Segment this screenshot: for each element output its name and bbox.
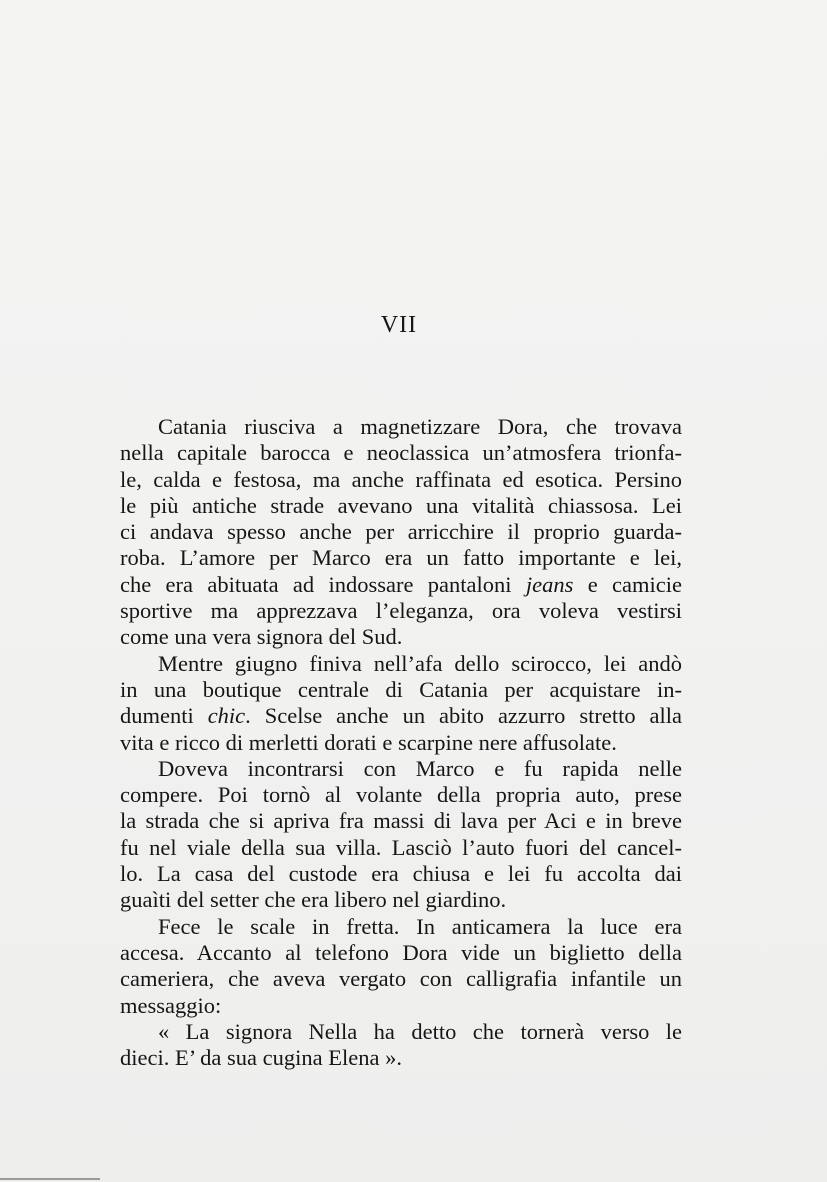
text-line: accesa. Accanto al telefono Dora vide un biglietto della [120,939,682,965]
text-line: la strada che si apriva fra massi di lava per Aci e in breve [120,808,682,834]
text-line: roba. L’amore per Marco era un fatto importante e lei, [120,545,682,571]
text-line: le più antiche strade avevano una vitalità chiassosa. Lei [120,492,682,518]
text-line: nella capitale barocca e neoclassica un’atmosfera trionfa- [120,440,682,466]
text-line: fu nel viale della sua villa. Lasciò l’auto fuori del cancel- [120,834,682,860]
text-line: messaggio: [120,992,222,1018]
italic-word: chic [207,703,246,729]
paragraph [120,756,682,914]
paragraph [120,914,682,1019]
text-line: Catania riusciva a magnetizzare Dora, che trovava [158,414,682,439]
text-segment: e camicie [573,571,682,597]
text-line [120,703,682,729]
page-edge-rule [0,1178,100,1180]
text-line: come una vera signora del Sud. [120,624,403,650]
text-line: « La signora Nella ha detto che tornerà verso le [158,1018,682,1044]
text-line [120,572,682,598]
paragraph [120,414,682,651]
paragraph [120,651,682,756]
text-line: Mentre giugno finiva nell’afa dello scirocco, lei andò [158,650,682,676]
text-line: le, calda e festosa, ma anche raffinata ed esotica. Persino [120,466,682,492]
text-line: sportive ma apprezzava l’eleganza, ora voleva vestirsi [120,598,682,624]
text-segment: dumenti [120,703,208,729]
text-line: Fece le scale in fretta. In anticamera la luce era [158,913,682,939]
text-line: vita e ricco di merletti dorati e scarpine nere affusolate. [120,729,617,755]
text-segment: . Scelse anche un abito azzurro stretto alla [245,703,682,729]
chapter-heading: VII [380,312,418,338]
italic-word: jeans [525,571,574,597]
text-line: cameriera, che aveva vergato con calligrafia infantile un [120,966,682,992]
text-line: ci andava spesso anche per arricchire il proprio guarda- [120,519,682,545]
text-line: compere. Poi tornò al volante della propria auto, prese [120,782,682,808]
text-line: guaìti del setter che era libero nel giardino. [120,887,507,913]
text-line: Doveva incontrarsi con Marco e fu rapida nelle [158,755,682,781]
text-segment: che era abituata ad indossare pantaloni [120,571,526,597]
paragraph [120,1019,682,1072]
text-line: lo. La casa del custode era chiusa e lei fu accolta dai [120,861,682,887]
text-line: in una boutique centrale di Catania per acquistare in- [120,676,682,702]
chapter-body-text [120,414,682,1071]
text-line: dieci. E’ da sua cugina Elena ». [120,1045,402,1071]
